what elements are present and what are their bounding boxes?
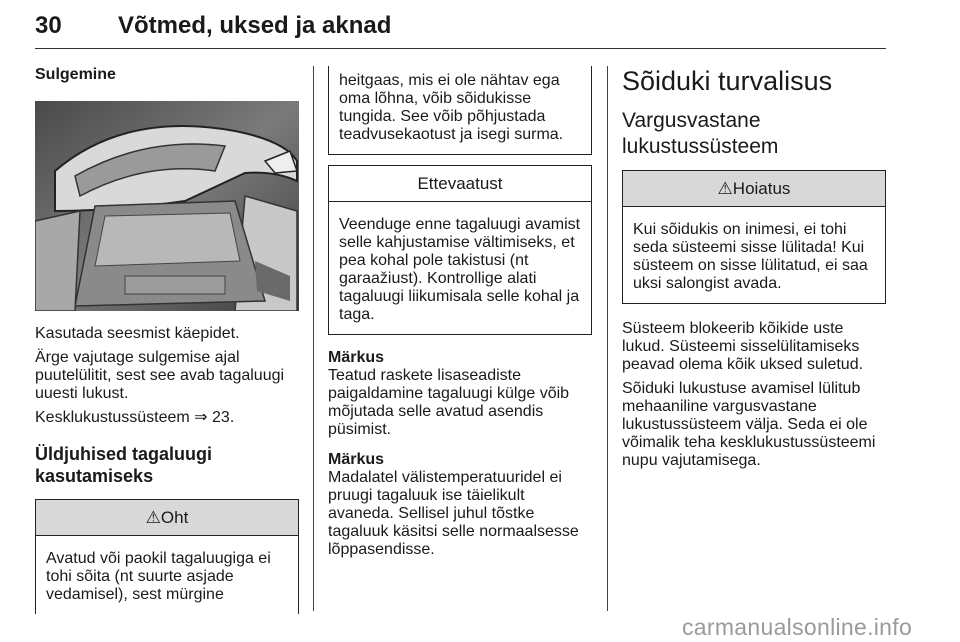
paragraph-dont-press: Ärge vajutage sulgemise ajal puutelülitit, sest see avab tagaluugi uuesti lukust.	[35, 349, 285, 402]
heading-anti-theft: Vargusvastane lukustussüsteem	[622, 109, 779, 158]
column-2	[328, 66, 592, 565]
paragraph-unlocking: Sõiduki lukustuse avamisel lülitub mehaaniline vargusvastane lukustussüsteem välja. Seda ei ole võimalik teha kesklukustussüsteemi nupu vajutamisega.	[622, 380, 876, 469]
warning-box	[622, 170, 886, 304]
subheading-closing: Sulgemine	[35, 66, 116, 83]
danger-box-title: ⚠Oht	[36, 500, 298, 536]
danger-box	[35, 499, 299, 614]
note-2-body: Madalatel välistemperatuuridel ei pruugi tagaluuk ise täielikult avaneda. Sellisel juhul tõstke tagaluuk käsitsi selle normaalsesse lõppasendisse.	[328, 469, 579, 558]
header-rule	[35, 48, 886, 49]
warning-box-body: Kui sõidukis on inimesi, ei tohi seda süsteemi sisse lülitada! Kui süsteem on sisse lülitatud, ei saa uksi salongist avada.	[633, 221, 868, 292]
caution-box-body: Veenduge enne tagaluugi avamist selle kahjustamise vältimiseks, et pea kohal pole takistusi (nt garaažiust). Kontrollige alati tagaluugi liikumisala selle kohal ja taga.	[339, 216, 581, 323]
paragraph-use-handle: Kasutada seesmist käepidet.	[35, 325, 240, 342]
heading-vehicle-security: Sõiduki turvalisus	[622, 66, 833, 96]
warning-box-title: ⚠Hoiatus	[623, 171, 885, 207]
column-divider-1	[313, 66, 314, 611]
page-number: 30	[35, 12, 62, 39]
section-heading-general: Üldjuhised tagaluugi kasutamiseks	[35, 444, 213, 486]
column-1	[35, 66, 299, 614]
column-divider-2	[607, 66, 608, 611]
note-2-title: Märkus	[328, 451, 385, 468]
page-title: Võtmed, uksed ja aknad	[118, 12, 392, 39]
paragraph-central-locking-ref: Kesklukustussüsteem ⇒ 23.	[35, 409, 235, 426]
note-1-body: Teatud raskete lisaseadiste paigaldamine tagaluugi külge võib mõjutada selle avatud asendis püsimist.	[328, 367, 570, 438]
danger-box-continued-text: heitgaas, mis ei ole nähtav ega oma lõhna, võib sõidukisse tungida. See võib põhjustada teadvusekaotust ja isegi surma.	[339, 72, 564, 143]
caution-box-title: Ettevaatust	[329, 166, 591, 202]
paragraph-system-blocks: Süsteem blokeerib kõikide uste lukud. Süsteemi sisselülitamiseks peavad olema kõik uksed suletud.	[622, 320, 864, 373]
caution-box	[328, 165, 592, 335]
column-3	[622, 66, 886, 476]
danger-box-continued	[328, 66, 592, 155]
danger-box-body: Avatud või paokil tagaluugiga ei tohi sõita (nt suurte asjade vedamisel), sest mürgine	[46, 550, 271, 603]
tailgate-photo	[35, 101, 299, 311]
note-1-title: Märkus	[328, 349, 385, 366]
watermark: carmanualsonline.info	[682, 614, 913, 640]
